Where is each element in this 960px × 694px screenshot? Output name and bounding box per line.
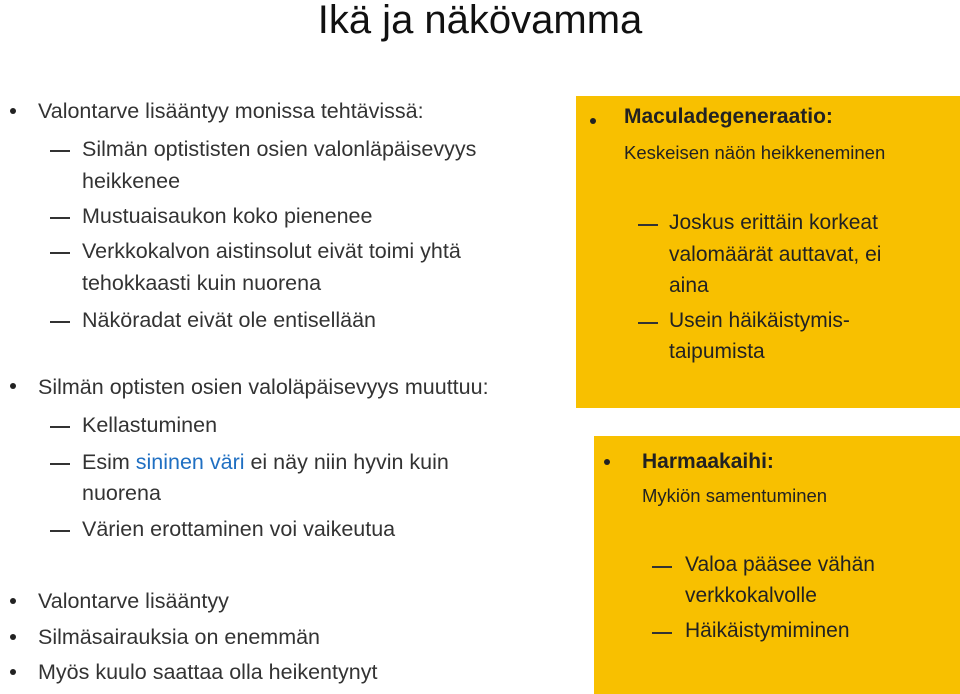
dash [652,566,672,568]
bullet-valontarve: Valontarve lisääntyy [38,589,229,613]
dash [50,463,70,465]
sub-item-2: Mustuaisaukon koko pienenee [82,204,373,228]
panel1-heading: Maculadegeneraatio: [624,105,833,128]
bullet-dot [590,118,596,124]
panel2-heading: Harmaakaihi: [642,450,774,473]
sub-item-esim-line2: nuorena [82,481,161,505]
bullet-dot [10,383,16,389]
bullet-dot [10,598,16,604]
sub-item-varien: Värien erottaminen voi vaikeutua [82,517,396,541]
panel-maculadegeneraatio [576,96,960,408]
bullet-dot [10,669,16,675]
bullet-kuulo: Myös kuulo saattaa olla heikentynyt [38,660,378,684]
page-title: Ikä ja näkövamma [317,0,643,42]
bullet-dot [604,459,610,465]
sub-item-3-line1: Verkkokalvon aistinsolut eivät toimi yhtä [82,239,461,263]
bullet-valontarve-tehtavissa: Valontarve lisääntyy monissa tehtävissä: [38,99,424,123]
dash [50,217,70,219]
bullet-silmasairauksia: Silmäsairauksia on enemmän [38,625,321,649]
esim-text-a: Esim [82,450,136,474]
panel2-item1-line2: verkkokalvolle [685,584,817,607]
esim-text-b: ei näy niin hyvin kuin [244,450,449,474]
dash [50,150,70,152]
dash [50,530,70,532]
dash [638,322,658,324]
panel2-subheading: Mykiön samentuminen [642,485,828,506]
sub-item-kellastuminen: Kellastuminen [82,413,218,437]
bullet-dot [10,108,16,114]
dash [652,632,672,634]
dash [50,252,70,254]
panel1-item2-line1: Usein häikäistymis- [669,309,850,332]
panel1-item1-line2: valomäärät auttavat, ei [669,243,882,266]
highlight-sininen-vari: sininen väri [135,450,245,474]
dash [50,321,70,323]
sub-item-esim [82,449,449,475]
bullet-dot [10,634,16,640]
sub-item-1-line2: heikkenee [82,169,181,193]
panel1-item2-line2: taipumista [669,340,765,363]
panel1-item1-line3: aina [669,274,709,297]
bullet-valolapaisevyys: Silmän optisten osien valoläpäisevyys muuttuu: [38,375,489,399]
dash [638,224,658,226]
panel2-item1-line1: Valoa pääsee vähän [685,553,875,576]
sub-item-1-line1: Silmän optististen osien valonläpäisevyys [82,137,477,161]
panel2-item2: Häikäistymiminen [685,619,850,642]
panel-harmaakaihi [594,436,960,694]
sub-item-4: Näköradat eivät ole entisellään [82,308,377,332]
panel1-item1-line1: Joskus erittäin korkeat [669,211,878,234]
dash [50,426,70,428]
panel1-subheading: Keskeisen näön heikkeneminen [624,142,886,163]
sub-item-3-line2: tehokkaasti kuin nuorena [82,271,322,295]
